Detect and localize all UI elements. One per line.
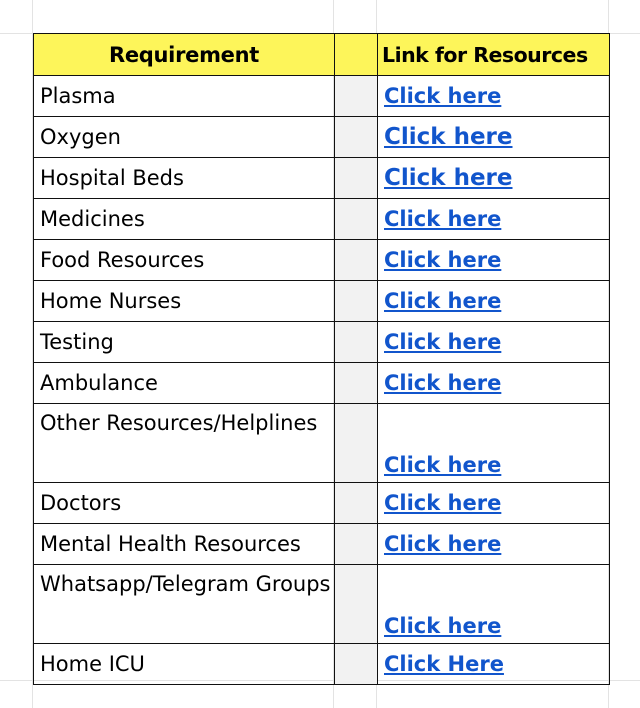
blank-cell[interactable] xyxy=(335,483,378,524)
resource-link[interactable]: Click here xyxy=(384,330,502,354)
table-row xyxy=(34,281,610,322)
resource-link[interactable]: Click here xyxy=(384,453,502,477)
table-row xyxy=(34,199,610,240)
table-row xyxy=(34,483,610,524)
resource-link[interactable]: Click here xyxy=(384,491,502,515)
requirement-cell[interactable]: Home ICU xyxy=(34,644,335,685)
blank-cell[interactable] xyxy=(335,524,378,565)
blank-cell[interactable] xyxy=(335,199,378,240)
requirement-cell[interactable]: Other Resources/Helplines xyxy=(34,404,335,483)
header-row xyxy=(34,34,610,76)
table-row xyxy=(34,644,610,685)
link-cell[interactable] xyxy=(378,483,610,524)
blank-cell[interactable] xyxy=(335,565,378,644)
requirement-cell[interactable]: Home Nurses xyxy=(34,281,335,322)
resource-link[interactable]: Click here xyxy=(384,532,502,556)
header-link-for-resources[interactable]: Link for Resources xyxy=(378,34,610,76)
blank-cell[interactable] xyxy=(335,117,378,158)
link-cell[interactable] xyxy=(378,117,610,158)
blank-cell[interactable] xyxy=(335,404,378,483)
link-cell[interactable] xyxy=(378,199,610,240)
requirement-cell[interactable]: Food Resources xyxy=(34,240,335,281)
link-cell[interactable] xyxy=(378,322,610,363)
resource-link[interactable]: Click Here xyxy=(384,652,504,676)
blank-cell[interactable] xyxy=(335,281,378,322)
table-row xyxy=(34,565,610,644)
requirement-cell[interactable]: Plasma xyxy=(34,76,335,117)
resource-link[interactable]: Click here xyxy=(384,248,502,272)
table-row xyxy=(34,404,610,483)
blank-cell[interactable] xyxy=(335,158,378,199)
resources-table xyxy=(33,33,610,685)
resource-link[interactable]: Click here xyxy=(384,165,513,191)
link-cell[interactable] xyxy=(378,565,610,644)
requirement-cell[interactable]: Medicines xyxy=(34,199,335,240)
link-cell[interactable] xyxy=(378,281,610,322)
resource-link[interactable]: Click here xyxy=(384,124,513,150)
link-cell[interactable] xyxy=(378,524,610,565)
resource-link[interactable]: Click here xyxy=(384,614,502,638)
resource-link[interactable]: Click here xyxy=(384,371,502,395)
requirement-cell[interactable]: Whatsapp/Telegram Groups xyxy=(34,565,335,644)
blank-cell[interactable] xyxy=(335,76,378,117)
requirement-cell[interactable]: Mental Health Resources xyxy=(34,524,335,565)
requirement-cell[interactable]: Hospital Beds xyxy=(34,158,335,199)
table-row xyxy=(34,524,610,565)
blank-cell[interactable] xyxy=(335,240,378,281)
requirement-cell[interactable]: Oxygen xyxy=(34,117,335,158)
blank-cell[interactable] xyxy=(335,322,378,363)
link-cell[interactable] xyxy=(378,363,610,404)
requirement-cell[interactable]: Doctors xyxy=(34,483,335,524)
table-row xyxy=(34,363,610,404)
resource-link[interactable]: Click here xyxy=(384,207,502,231)
link-cell[interactable] xyxy=(378,158,610,199)
resource-link[interactable]: Click here xyxy=(384,289,502,313)
blank-cell[interactable] xyxy=(335,644,378,685)
blank-cell[interactable] xyxy=(335,363,378,404)
link-cell[interactable] xyxy=(378,76,610,117)
table-row xyxy=(34,240,610,281)
table-row xyxy=(34,76,610,117)
link-cell[interactable] xyxy=(378,404,610,483)
resource-link[interactable]: Click here xyxy=(384,84,502,108)
table-row xyxy=(34,158,610,199)
header-blank[interactable] xyxy=(335,34,378,76)
link-cell[interactable] xyxy=(378,240,610,281)
link-cell[interactable] xyxy=(378,644,610,685)
table-row xyxy=(34,117,610,158)
table-row xyxy=(34,322,610,363)
requirement-cell[interactable]: Ambulance xyxy=(34,363,335,404)
requirement-cell[interactable]: Testing xyxy=(34,322,335,363)
header-requirement[interactable]: Requirement xyxy=(34,34,335,76)
